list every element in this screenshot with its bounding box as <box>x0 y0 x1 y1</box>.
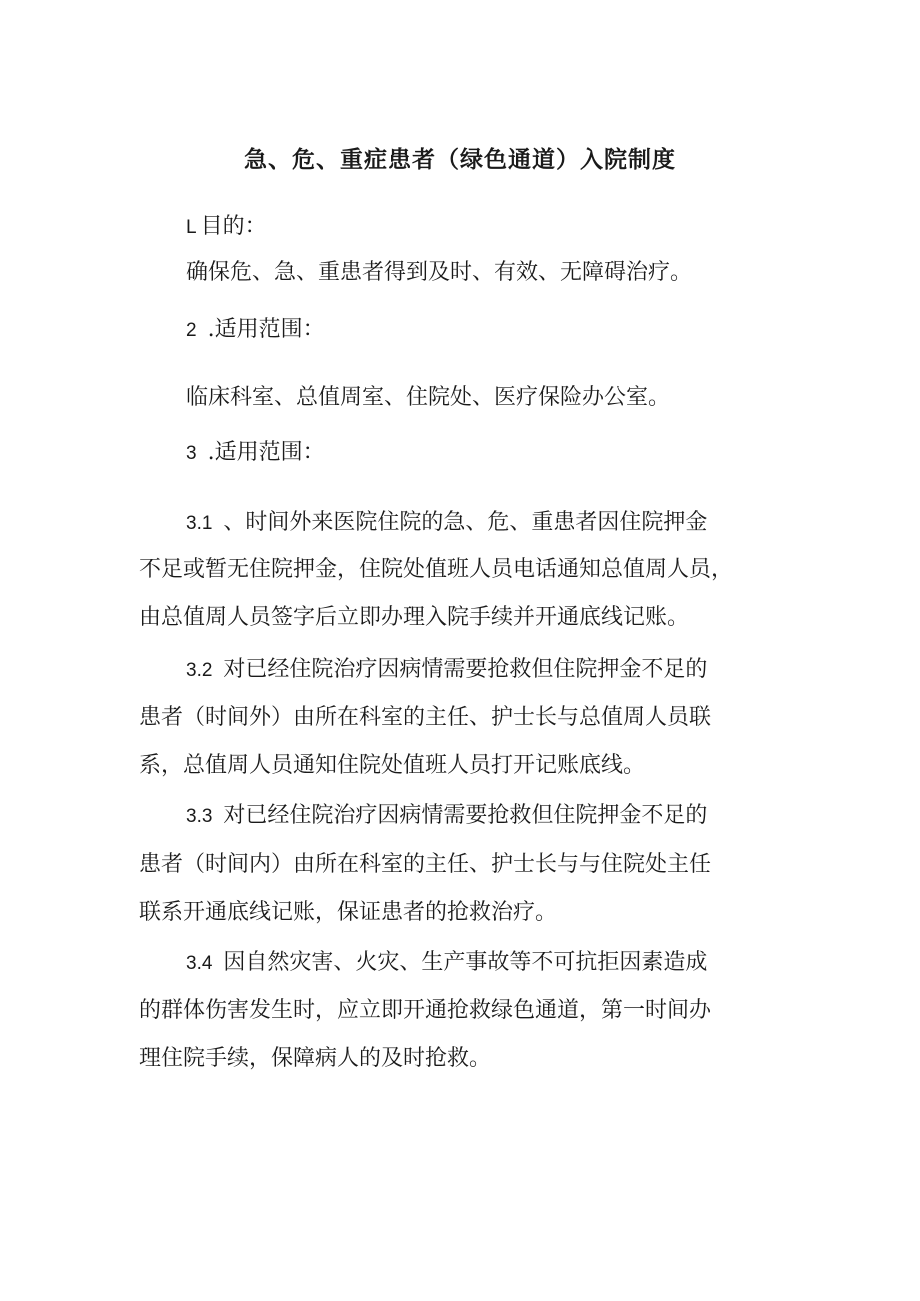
section-1-number: L <box>186 217 197 238</box>
item-3-1-text-1: 、时间外来医院住院的急、危、重患者因住院押金 <box>223 510 708 535</box>
item-3-4-text-1: 因自然灾害、火灾、生产事故等不可抗拒因素造成 <box>223 950 708 975</box>
section-2-heading-text: .适用范围： <box>207 317 325 342</box>
item-3-3-number: 3.3 <box>186 806 213 827</box>
item-3-4-number: 3.4 <box>186 953 213 974</box>
section-3-heading-text: .适用范围： <box>207 440 325 465</box>
section-2-number: 2 <box>186 320 197 341</box>
item-3-4-line-1 <box>186 948 707 979</box>
item-3-2-line-1 <box>186 655 707 686</box>
item-3-1-line-3: 由总值周人员签字后立即办理入院手续并开通底线记账。 <box>139 605 690 630</box>
section-1-heading <box>186 212 267 243</box>
item-3-2-line-3: 系，总值周人员通知住院处值班人员打开记账底线。 <box>139 753 646 778</box>
item-3-1-line-2: 不足或暂无住院押金，住院处值班人员电话通知总值周人员， <box>139 557 734 582</box>
item-3-3-line-1 <box>186 801 707 832</box>
section-1-heading-text: 目的： <box>200 214 267 239</box>
document-title: 急、危、重症患者（绿色通道）入院制度 <box>244 147 676 173</box>
item-3-3-text-1: 对已经住院治疗因病情需要抢救但住院押金不足的 <box>223 803 708 828</box>
item-3-4-line-3: 理住院手续，保障病人的及时抢救。 <box>139 1046 492 1071</box>
section-1-body: 确保危、急、重患者得到及时、有效、无障碍治疗。 <box>186 260 693 285</box>
item-3-3-line-3: 联系开通底线记账，保证患者的抢救治疗。 <box>139 900 558 925</box>
section-2-heading <box>186 315 325 346</box>
section-3-heading <box>186 438 325 469</box>
item-3-2-line-2: 患者（时间外）由所在科室的主任、护士长与总值周人员联 <box>139 705 712 730</box>
item-3-3-line-2: 患者（时间内）由所在科室的主任、护士长与与住院处主任 <box>139 852 712 877</box>
item-3-4-line-2: 的群体伤害发生时，应立即开通抢救绿色通道，第一时间办 <box>139 998 712 1023</box>
item-3-2-number: 3.2 <box>186 660 213 681</box>
item-3-1-line-1 <box>186 508 707 539</box>
section-3-number: 3 <box>186 443 197 464</box>
item-3-1-number: 3.1 <box>186 513 213 534</box>
item-3-2-text-1: 对已经住院治疗因病情需要抢救但住院押金不足的 <box>223 657 708 682</box>
section-2-body: 临床科室、总值周室、住院处、医疗保险办公室。 <box>186 385 671 410</box>
